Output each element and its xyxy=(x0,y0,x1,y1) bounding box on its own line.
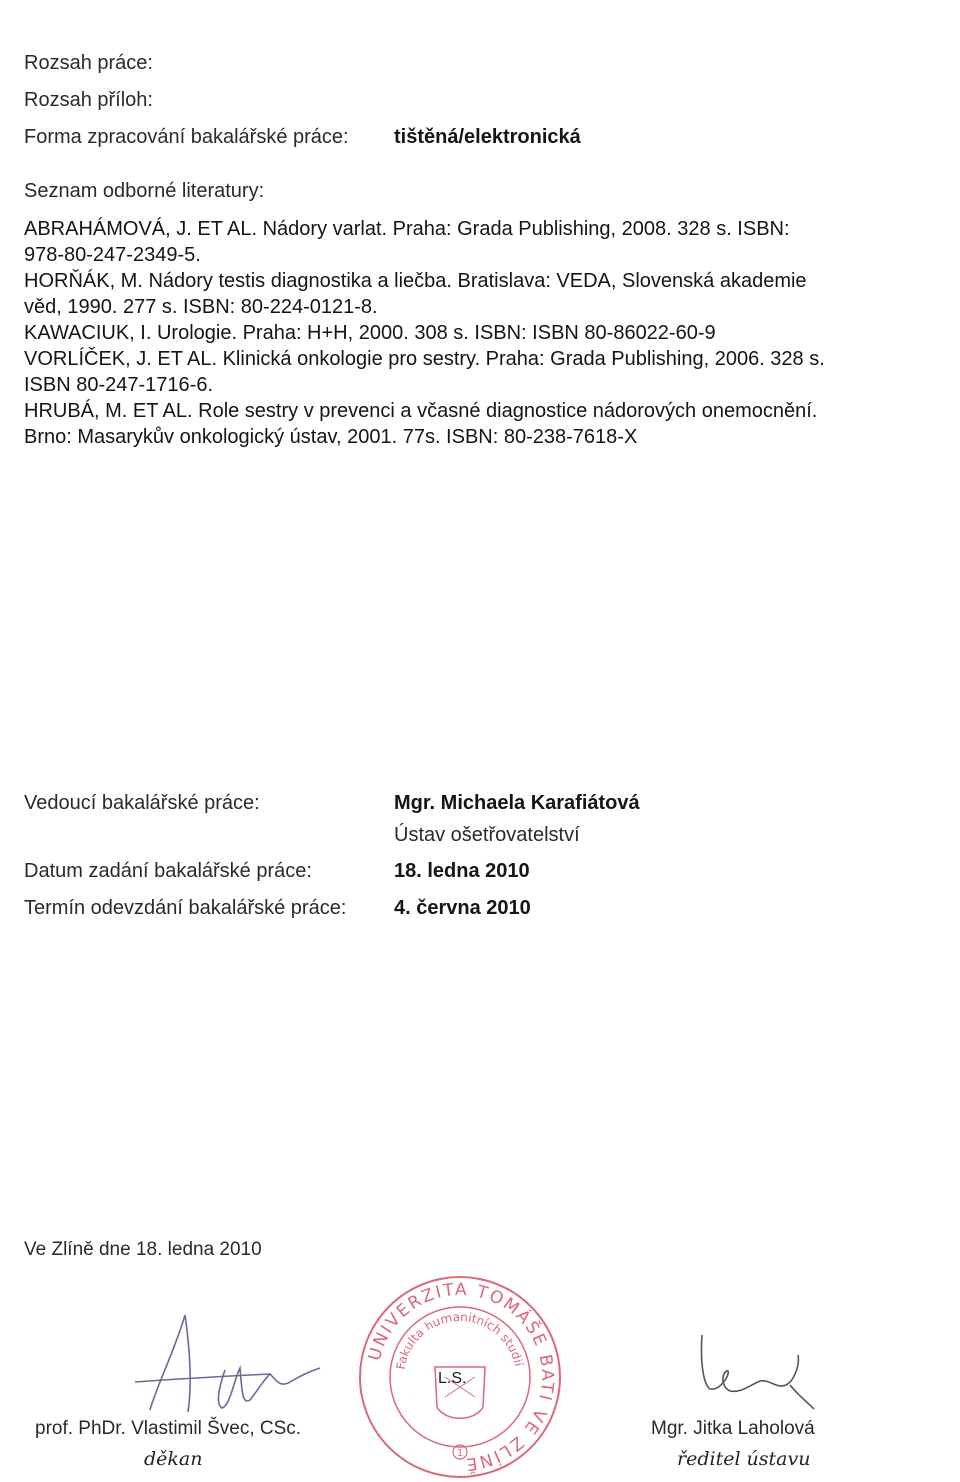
deadline-value: 4. června 2010 xyxy=(394,897,531,919)
director-title: ředitel ústavu xyxy=(677,1448,811,1470)
ls-mark: L.S. xyxy=(438,1370,467,1387)
director-signature xyxy=(690,1325,820,1415)
form-label: Forma zpracování bakalářské práce: xyxy=(24,126,349,148)
deadline-label: Termín odevzdání bakalářské práce: xyxy=(24,897,347,919)
reference-line: ISBN 80-247-1716-6. xyxy=(24,374,214,396)
dean-title: děkan xyxy=(144,1448,203,1470)
literature-label: Seznam odborné literatury: xyxy=(24,180,265,202)
director-name: Mgr. Jitka Laholová xyxy=(651,1418,815,1439)
reference-line: Brno: Masarykův onkologický ústav, 2001. 77s. ISBN: 80-238-7618-X xyxy=(24,426,638,448)
reference-line: 978-80-247-2349-5. xyxy=(24,244,201,266)
dean-name: prof. PhDr. Vlastimil Švec, CSc. xyxy=(35,1418,302,1439)
place-date: Ve Zlíně dne 18. ledna 2010 xyxy=(24,1239,262,1260)
supervisor-unit: Ústav ošetřovatelství xyxy=(394,824,580,846)
reference-line: HRUBÁ, M. ET AL. Role sestry v prevenci a včasné diagnostice nádorových onemocnění. xyxy=(24,400,818,422)
stamp-inner-text: Fakulta humanitních studií xyxy=(393,1309,526,1371)
form-value: tištěná/elektronická xyxy=(394,126,581,148)
scope-label: Rozsah práce: xyxy=(24,52,153,74)
reference-line: věd, 1990. 277 s. ISBN: 80-224-0121-8. xyxy=(24,296,378,318)
reference-line: ABRAHÁMOVÁ, J. ET AL. Nádory varlat. Praha: Grada Publishing, 2008. 328 s. ISBN: xyxy=(24,218,790,240)
svg-text:Fakulta humanitních studií xyxy=(394,1310,526,1371)
assigned-value: 18. ledna 2010 xyxy=(394,860,530,882)
dean-signature xyxy=(130,1310,330,1420)
reference-list xyxy=(24,216,825,450)
supervisor-name: Mgr. Michaela Karafiátová xyxy=(394,792,640,814)
reference-line: KAWACIUK, I. Urologie. Praha: H+H, 2000. 308 s. ISBN: ISBN 80-86022-60-9 xyxy=(24,322,716,344)
reference-line: VORLÍČEK, J. ET AL. Klinická onkologie pro sestry. Praha: Grada Publishing, 2006. 328 s. xyxy=(24,348,825,370)
appendix-label: Rozsah příloh: xyxy=(24,89,153,111)
stamp-number: 1 xyxy=(456,1448,464,1459)
assigned-label: Datum zadání bakalářské práce: xyxy=(24,860,312,882)
stamp-ring-text: UNIVERZITA TOMÁŠE BATI VE ZLÍNĚ xyxy=(364,1279,558,1475)
reference-line: HORŇÁK, M. Nádory testis diagnostika a liečba. Bratislava: VEDA, Slovenská akademie xyxy=(24,270,807,292)
supervisor-label: Vedoucí bakalářské práce: xyxy=(24,792,260,814)
